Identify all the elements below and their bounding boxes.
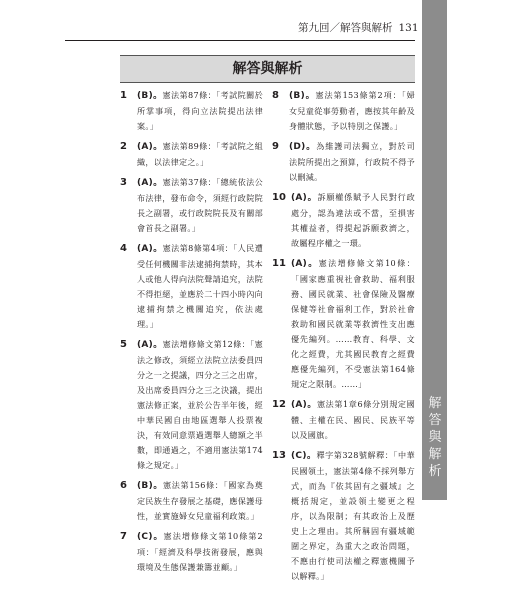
answer-choice: (A)。 xyxy=(137,340,163,350)
explanation-body: 憲法第156條：「國家為奠定民族生存發展之基礎，應保護母性，並實施婦女兒童福利政策。」 xyxy=(137,480,263,521)
answer-choice: (B)。 xyxy=(289,91,316,101)
question-number: 7 xyxy=(120,531,127,542)
question-number: 8 xyxy=(272,90,279,101)
answer-item-9 xyxy=(272,139,415,185)
question-number: 2 xyxy=(120,141,127,152)
page-number: 131 xyxy=(398,22,419,34)
side-tab-label: 解答與解析 xyxy=(428,396,442,479)
answer-item-11 xyxy=(272,256,415,392)
answer-choice: (A)。 xyxy=(291,400,317,410)
explanation-body: 釋字第328號解釋：「中華民國領土，憲法第4條不採列舉方式，而為『依其固有之疆域』之概括規定，並設領土變更之程序，以為限制；有其政治上及歷史上之理由。其所稱固有疆域範圍之界定，為重大之政治問題，不應由行使司法權之釋憲機關予以解釋。」 xyxy=(291,450,415,581)
answer-item-8 xyxy=(272,88,415,134)
explanation-body: 憲法第37條：「總統依法公布法律，發布命令，須經行政院院長之副署，或行政院院長及有關部會首長之副署。」 xyxy=(137,177,263,233)
answer-item-5 xyxy=(120,337,263,473)
answer-item-13 xyxy=(272,448,415,584)
side-tab xyxy=(422,0,447,500)
explanation-text xyxy=(289,139,415,185)
answer-choice: (C)。 xyxy=(291,451,317,461)
question-number: 13 xyxy=(272,450,286,461)
explanation-body: 憲法增修條文第10條：「國家應重視社會救助、福利服務、國民就業、社會保險及醫療保健等社會福利工作，對於社會救助和國民就業等救濟性支出應優先編列。……教育、科學、文化之經費，尤其國民教育之經費應優先編列，不受憲法第164條規定之限制。……」 xyxy=(291,258,415,389)
explanation-text xyxy=(291,448,415,584)
question-number: 10 xyxy=(272,192,286,203)
answer-choice: (A)。 xyxy=(137,244,163,254)
answer-item-12 xyxy=(272,397,415,443)
explanation-body: 訴願權係賦予人民對行政處分，認為違法或不當，至損害其權益者，得提起訴願救濟之，故屬程序權之一環。 xyxy=(291,192,415,248)
section-banner: 解答與解析 xyxy=(120,55,415,83)
explanation-text xyxy=(137,337,263,473)
explanation-text xyxy=(137,529,263,575)
question-number: 6 xyxy=(120,480,127,491)
answer-item-10 xyxy=(272,190,415,251)
explanation-body: 憲法第87條：「考試院關於所掌事項，得向立法院提出法律案。」 xyxy=(137,90,263,131)
explanation-body: 憲法第1章6條分別規定國體、主權在民、國民、民族平等以及國旗。 xyxy=(291,399,415,440)
explanation-text xyxy=(137,175,263,236)
explanation-body: 憲法增修條文第12條：「憲法之修改，須經立法院立法委員四分之一之提議，四分之三之出席，及出席委員四分之三之決議，提出憲法修正案，並於公告半年後，經中華民國自由地區選舉人投票複決，有效同意票過選舉人總額之半數，即通過之，不適用憲法第174條之規定。」 xyxy=(137,339,263,470)
answer-choice: (B)。 xyxy=(137,91,163,101)
explanation-text xyxy=(291,190,415,251)
explanation-text xyxy=(291,256,415,392)
question-number: 3 xyxy=(120,177,127,188)
answer-choice: (D)。 xyxy=(289,142,317,152)
question-number: 11 xyxy=(272,258,286,269)
explanation-text xyxy=(291,397,415,443)
answer-choice: (A)。 xyxy=(137,142,163,152)
answer-item-4 xyxy=(120,241,263,332)
explanation-body: 憲法第153條第2項：「婦女兒童從事勞動者，應按其年齡及身體狀態，予以特別之保護。」 xyxy=(289,90,415,131)
answers-left-column xyxy=(120,88,263,580)
answer-item-1 xyxy=(120,88,263,134)
question-number: 12 xyxy=(272,399,286,410)
answer-item-6 xyxy=(120,478,263,524)
answers-right-column xyxy=(272,88,415,589)
answer-choice: (C)。 xyxy=(137,532,164,542)
explanation-text xyxy=(137,88,263,134)
explanation-body: 憲法第89條：「考試院之組織，以法律定之。」 xyxy=(137,141,263,167)
explanation-body: 憲法第8條第4項：「人民遭受任何機關非法逮捕拘禁時，其本人或他人得向法院聲請追究，法院不得拒絕，並應於二十四小時內向逮捕拘禁之機關追究，依法處理。」 xyxy=(137,243,263,329)
question-number: 9 xyxy=(272,141,279,152)
chapter-title: 第九回／解答與解析 xyxy=(298,22,393,34)
answer-choice: (B)。 xyxy=(137,481,164,491)
explanation-body: 憲法增修條文第10條第2項：「經濟及科學技術發展，應與環境及生態保護兼籌並顧。」 xyxy=(137,531,263,572)
answer-item-7 xyxy=(120,529,263,575)
answer-choice: (A)。 xyxy=(137,178,163,188)
explanation-text xyxy=(137,241,263,332)
explanation-text xyxy=(137,139,263,170)
question-number: 5 xyxy=(120,339,127,350)
explanation-body: 為維護司法獨立，對於司法院所提出之預算，行政院不得予以刪減。 xyxy=(289,141,415,182)
answer-choice: (A)。 xyxy=(291,193,318,203)
header-rule xyxy=(65,40,415,41)
running-header xyxy=(298,19,418,37)
explanation-text xyxy=(137,478,263,524)
question-number: 4 xyxy=(120,243,127,254)
answer-item-2 xyxy=(120,139,263,170)
explanation-text xyxy=(289,88,415,134)
question-number: 1 xyxy=(120,90,127,101)
answer-item-3 xyxy=(120,175,263,236)
answer-choice: (A)。 xyxy=(291,259,319,269)
